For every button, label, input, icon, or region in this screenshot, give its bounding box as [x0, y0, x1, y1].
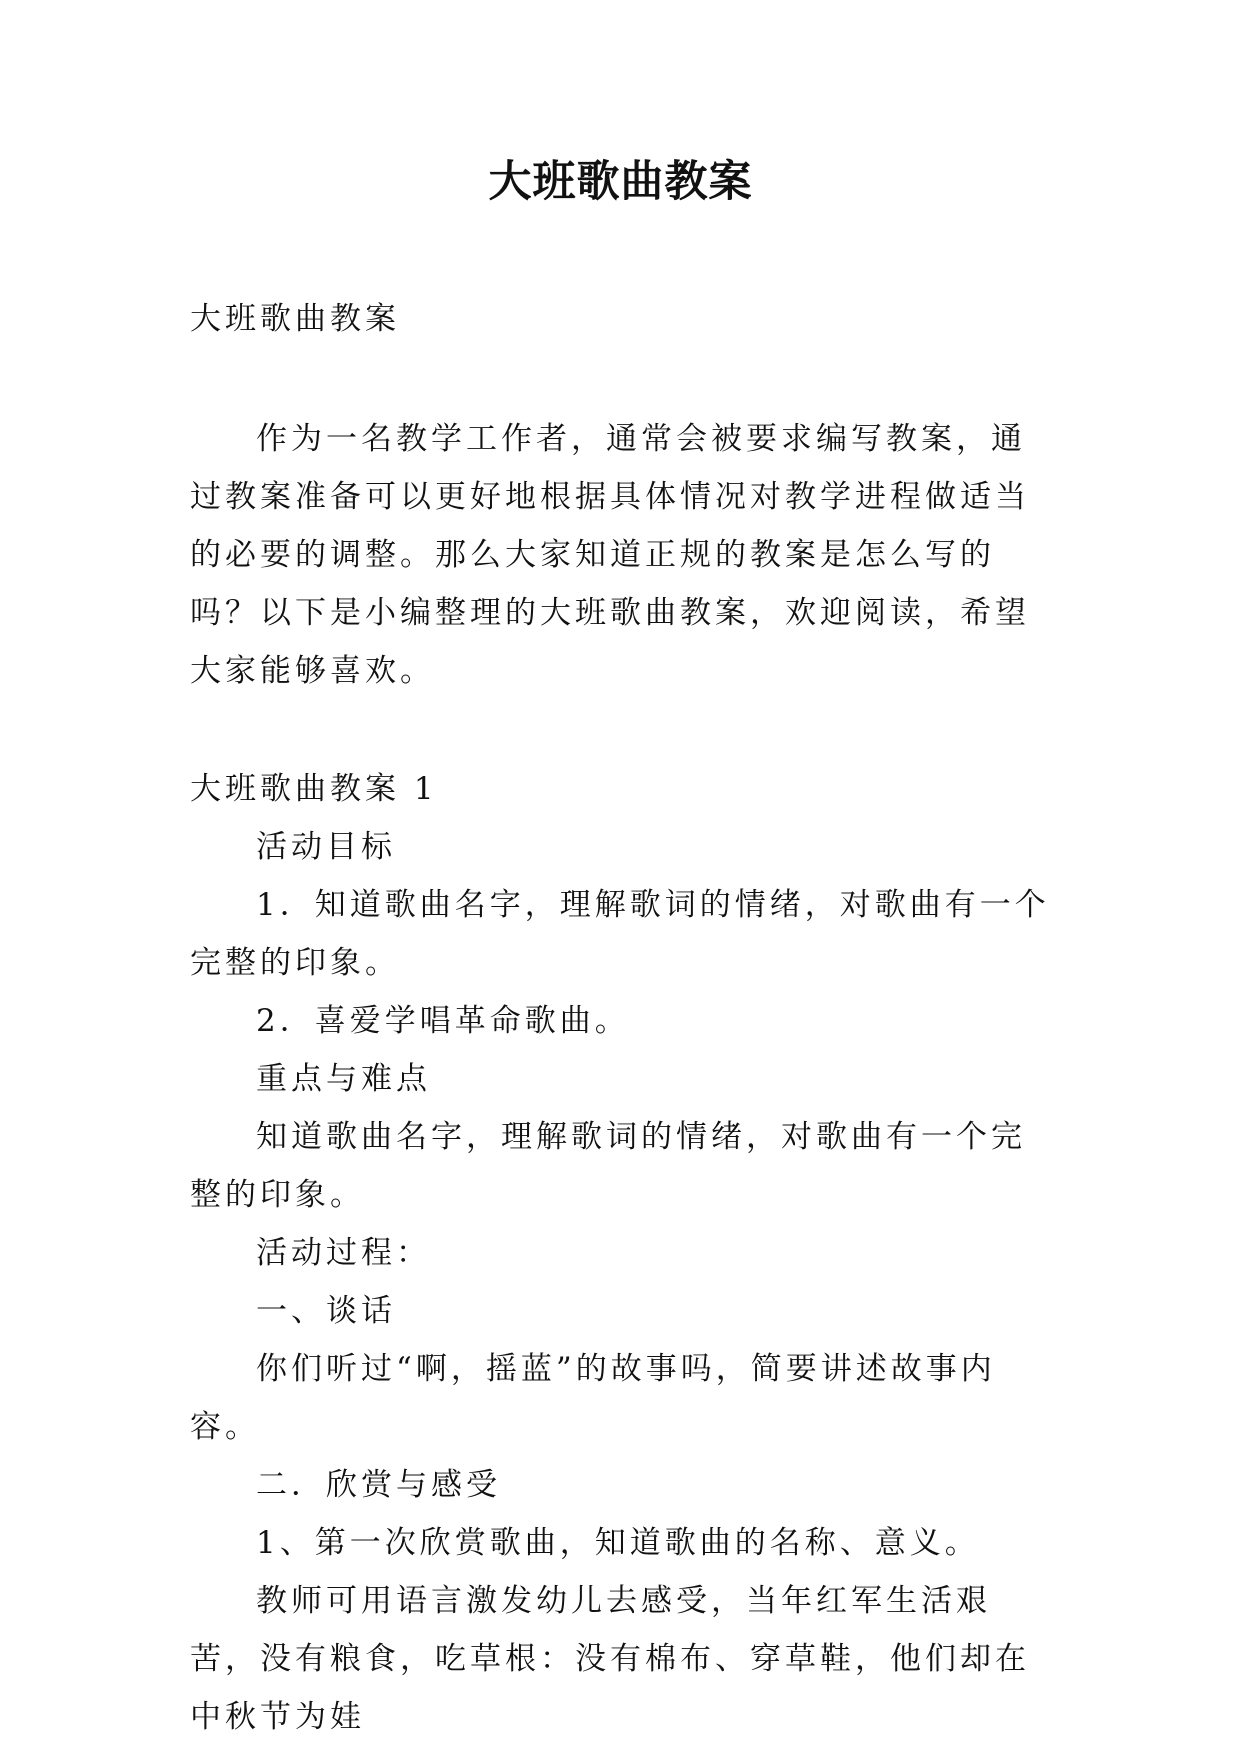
document-subtitle: 大班歌曲教案 [190, 301, 400, 337]
goal-item-2: 2．喜爱学唱革命歌曲。 [256, 1003, 630, 1039]
key-points-heading: 重点与难点 [256, 1061, 431, 1097]
step-2-heading: 二．欣赏与感受 [256, 1467, 501, 1503]
section-heading: 大班歌曲教案 1 [190, 771, 438, 807]
document-body [190, 290, 1050, 1746]
process-heading: 活动过程： [256, 1235, 431, 1271]
step-1-text: 你们听过“啊，摇蓝”的故事吗，简要讲述故事内容。 [190, 1351, 996, 1445]
document-title: 大班歌曲教案 [488, 157, 753, 207]
key-points-text: 知道歌曲名字，理解歌词的情绪，对歌曲有一个完整的印象。 [190, 1119, 1026, 1213]
goal-item-1: 1．知道歌曲名字，理解歌词的情绪，对歌曲有一个完整的印象。 [190, 887, 1050, 981]
step-1-heading: 一、谈话 [256, 1293, 396, 1329]
intro-paragraph: 作为一名教学工作者，通常会被要求编写教案，通过教案准备可以更好地根据具体情况对教学进程做适当的必要的调整。那么大家知道正规的教案是怎么写的吗？以下是小编整理的大班歌曲教案，欢迎阅读，希望大家能够喜欢。 [190, 421, 1030, 689]
goal-heading: 活动目标 [256, 829, 396, 865]
step-2-item-1: 1、第一次欣赏歌曲，知道歌曲的名称、意义。 [256, 1525, 980, 1561]
step-2-text: 教师可用语言激发幼儿去感受，当年红军生活艰苦，没有粮食，吃草根：没有棉布、穿草鞋，他们却在中秋节为娃 [190, 1583, 1030, 1735]
